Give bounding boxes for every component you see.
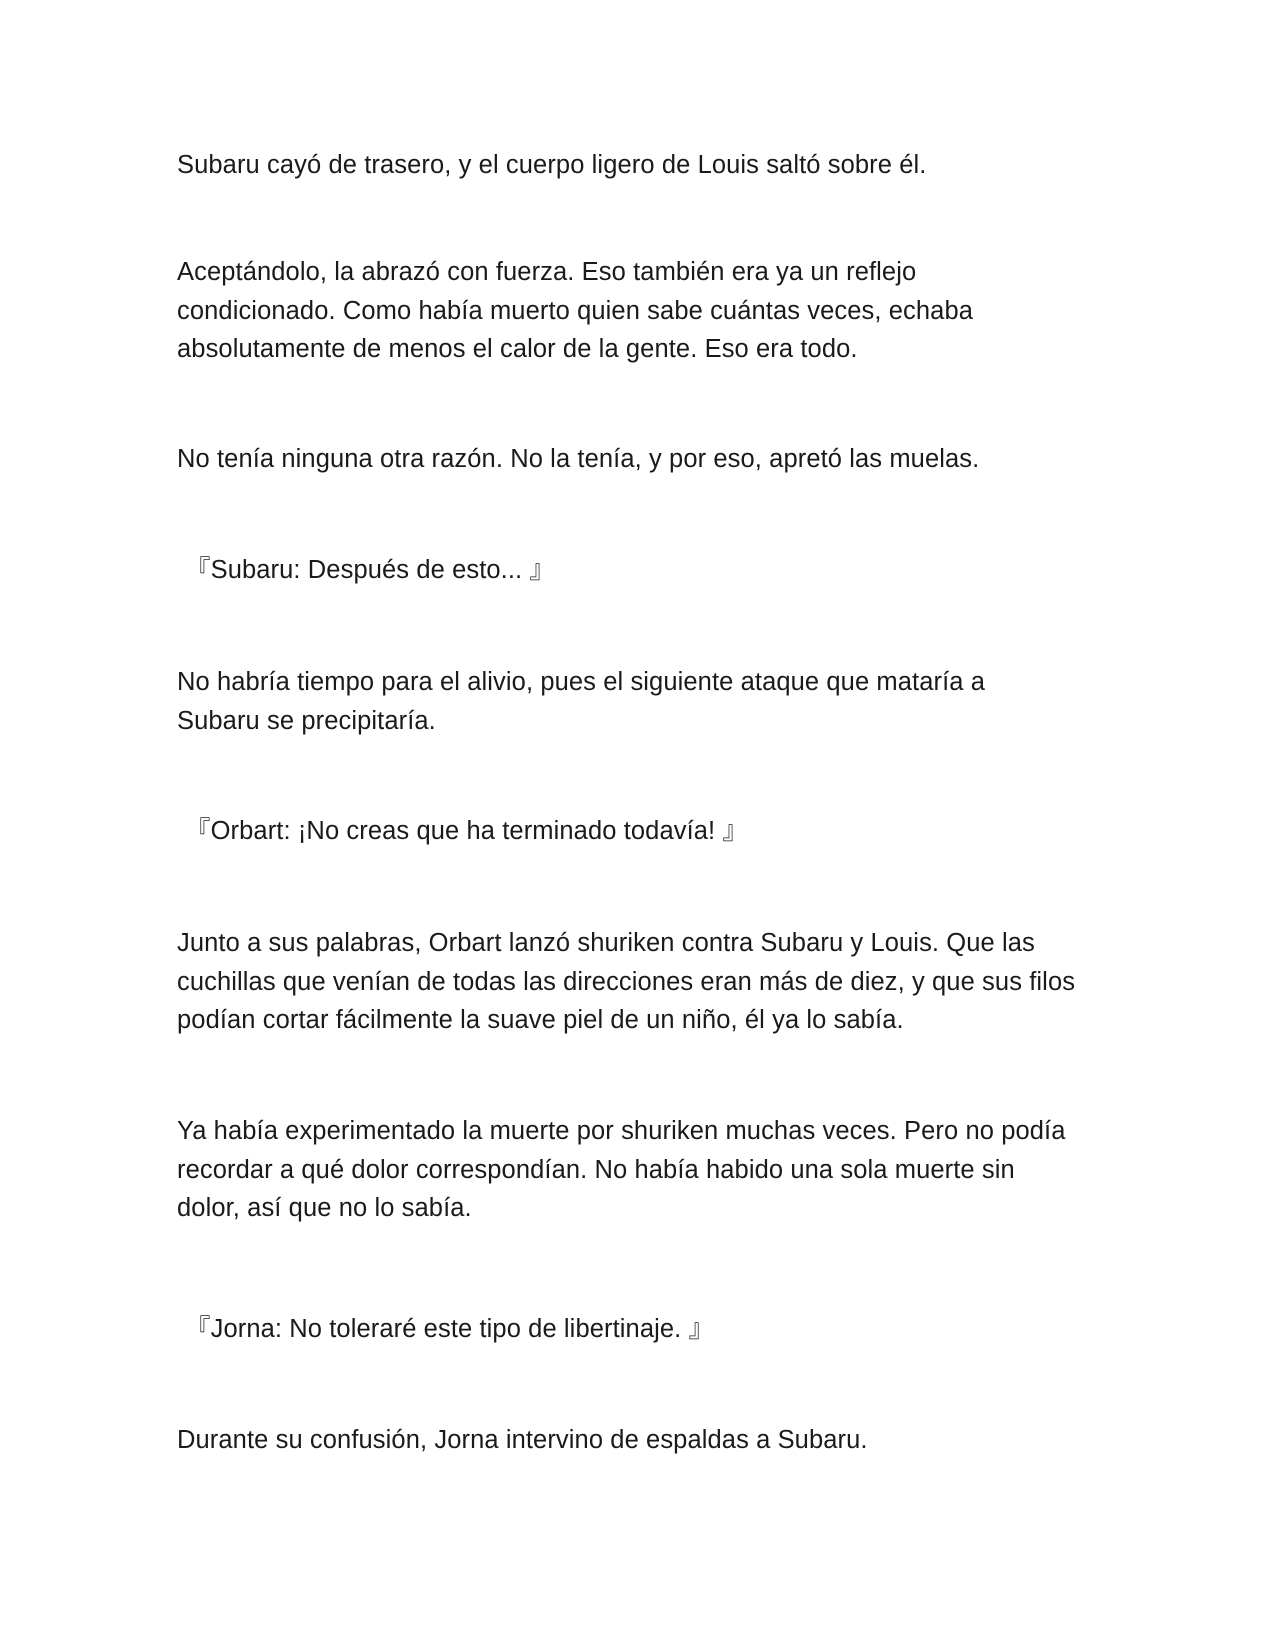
dialogue-subaru (185, 551, 1115, 590)
paragraph-2 (177, 253, 1107, 369)
text-line: Durante su confusión, Jorna intervino de espaldas a Subaru. (177, 1426, 868, 1454)
text-line: dolor, así que no lo sabía. (177, 1194, 472, 1222)
dialogue-line: 『Orbart: ¡No creas que ha terminado todavía! 』 (185, 817, 749, 845)
dialogue-line: 『Jorna: No toleraré este tipo de libertinaje. 』 (185, 1315, 715, 1343)
text-line: Junto a sus palabras, Orbart lanzó shuriken contra Subaru y Louis. Que las (177, 929, 1035, 957)
paragraph-6 (177, 1112, 1107, 1228)
paragraph-3 (177, 440, 1107, 479)
paragraph-5 (177, 924, 1107, 1040)
text-line: No habría tiempo para el alivio, pues el siguiente ataque que mataría a (177, 668, 986, 696)
dialogue-line: 『Subaru: Después de esto... 』 (185, 556, 556, 584)
dialogue-orbart (185, 812, 1115, 851)
text-line: absolutamente de menos el calor de la gente. Eso era todo. (177, 335, 858, 363)
text-line: Ya había experimentado la muerte por shuriken muchas veces. Pero no podía (177, 1117, 1066, 1145)
paragraph-4 (177, 663, 1107, 740)
text-line: Aceptándolo, la abrazó con fuerza. Eso también era ya un reflejo (177, 258, 917, 286)
text-line: No tenía ninguna otra razón. No la tenía, y por eso, apretó las muelas. (177, 445, 980, 473)
text-line: Subaru cayó de trasero, y el cuerpo ligero de Louis saltó sobre él. (177, 151, 927, 179)
paragraph-7 (177, 1421, 1107, 1460)
text-line: recordar a qué dolor correspondían. No había habido una sola muerte sin (177, 1155, 1015, 1184)
dialogue-jorna (185, 1310, 1115, 1349)
paragraph-1 (177, 146, 1107, 185)
text-line: podían cortar fácilmente la suave piel de un niño, él ya lo sabía. (177, 1006, 904, 1034)
text-line: condicionado. Como había muerto quien sabe cuántas veces, echaba (177, 296, 974, 325)
text-line: cuchillas que venían de todas las direcciones eran más de diez, y que sus filos (177, 967, 1076, 996)
text-line: Subaru se precipitaría. (177, 706, 436, 735)
